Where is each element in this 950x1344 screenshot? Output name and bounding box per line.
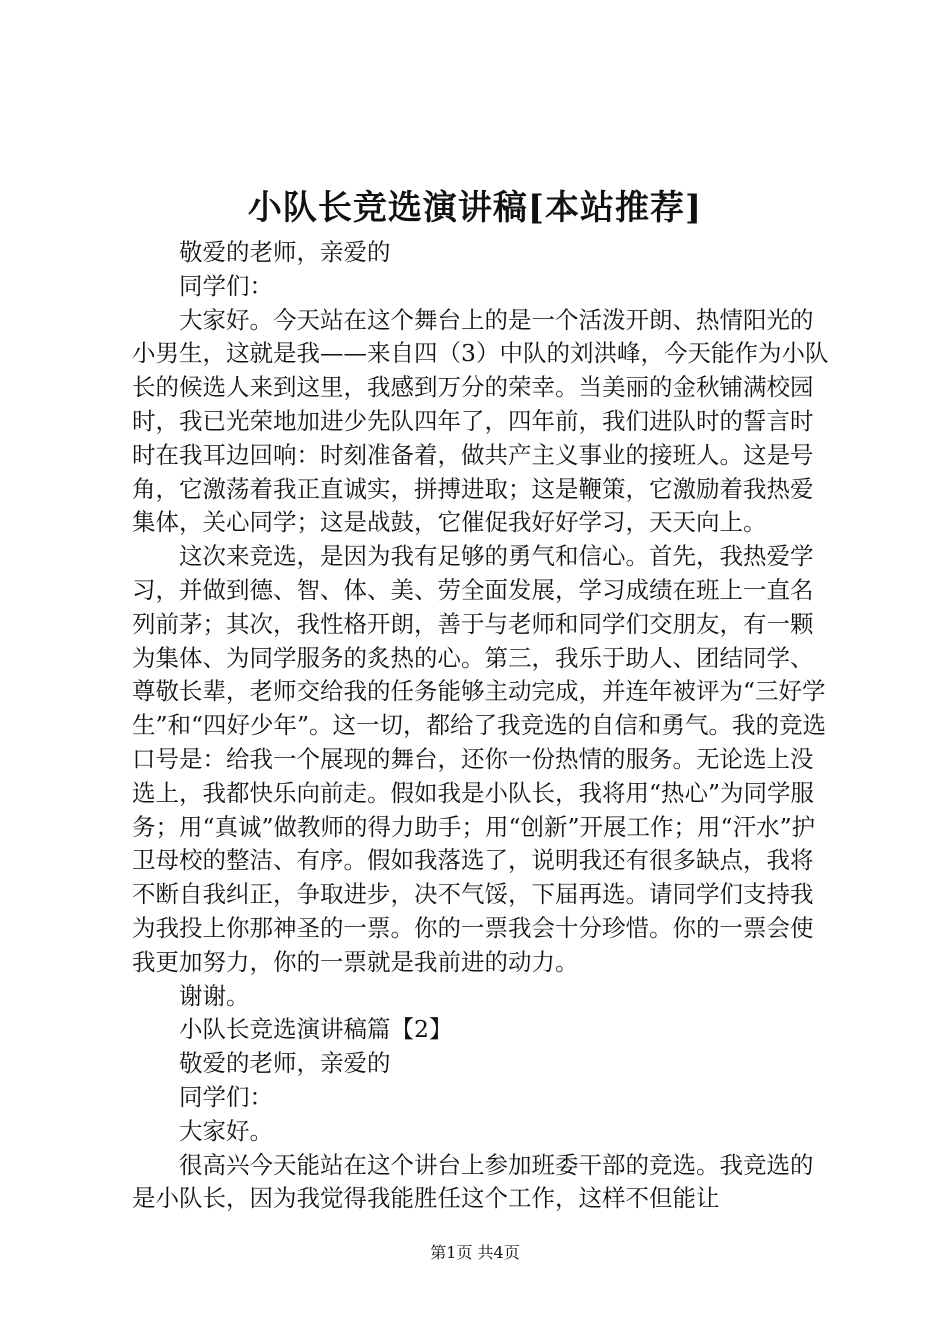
salutation-line: 同学们：: [179, 1082, 273, 1111]
salutation-line: 敬爱的老师，亲爱的: [179, 1049, 391, 1078]
body-paragraph: 大家好。今天站在这个舞台上的是一个活泼开朗、热情阳光的小男生，这就是我——来自四（3）中队的刘洪峰，今天能作为小队长的候选人来到这里，我感到万分的荣幸。当美丽的金秋铺满校园时，我已光荣地加进少先队四年了，四年前，我们进队时的誓言时时在我耳边回响：时刻准备着，做共产主义事业的接班人。这是号角，它激荡着我正直诚实，拼搏进取；这是鞭策，它激励着我热爱集体，关心同学；这是战鼓，它催促我好好学习，天天向上。: [132, 305, 829, 537]
document-body: [132, 236, 832, 1216]
closing-line: 谢谢。: [179, 981, 250, 1010]
salutation-line: 同学们：: [179, 271, 273, 300]
section-heading: 小队长竞选演讲稿篇【2】: [179, 1015, 453, 1044]
document-title: 小队长竞选演讲稿[本站推荐]: [247, 188, 703, 228]
body-paragraph: 很高兴今天能站在这个讲台上参加班委干部的竞选。我竞选的是小队长，因为我觉得我能胜任这个工作，这样不但能让: [132, 1150, 814, 1213]
body-paragraph: 这次来竞选，是因为我有足够的勇气和信心。首先，我热爱学习，并做到德、智、体、美、劳全面发展，学习成绩在班上一直名列前茅；其次，我性格开朗，善于与老师和同学们交朋友，有一颗为集体、为同学服务的炙热的心。第三，我乐于助人、团结同学、尊敬长辈，老师交给我的任务能够主动完成，并连年被评为“三好学生”和“四好少年”。这一切，都给了我竞选的自信和勇气。我的竞选口号是：给我一个展现的舞台，还你一份热情的服务。无论选上没选上，我都快乐向前走。假如我是小队长，我将用“热心”为同学服务；用“真诚”做教师的得力助手；用“创新”开展工作；用“汗水”护卫母校的整洁、有序。假如我落选了，说明我还有很多缺点，我将不断自我纠正，争取进步，决不气馁，下届再选。请同学们支持我为我投上你那神圣的一票。你的一票我会十分珍惜。你的一票会使我更加努力，你的一票就是我前进的动力。: [132, 542, 827, 976]
salutation-line: 敬爱的老师，亲爱的: [179, 238, 391, 266]
greeting-line: 大家好。: [179, 1116, 273, 1145]
page-footer: 第1页 共4页: [430, 1243, 520, 1262]
